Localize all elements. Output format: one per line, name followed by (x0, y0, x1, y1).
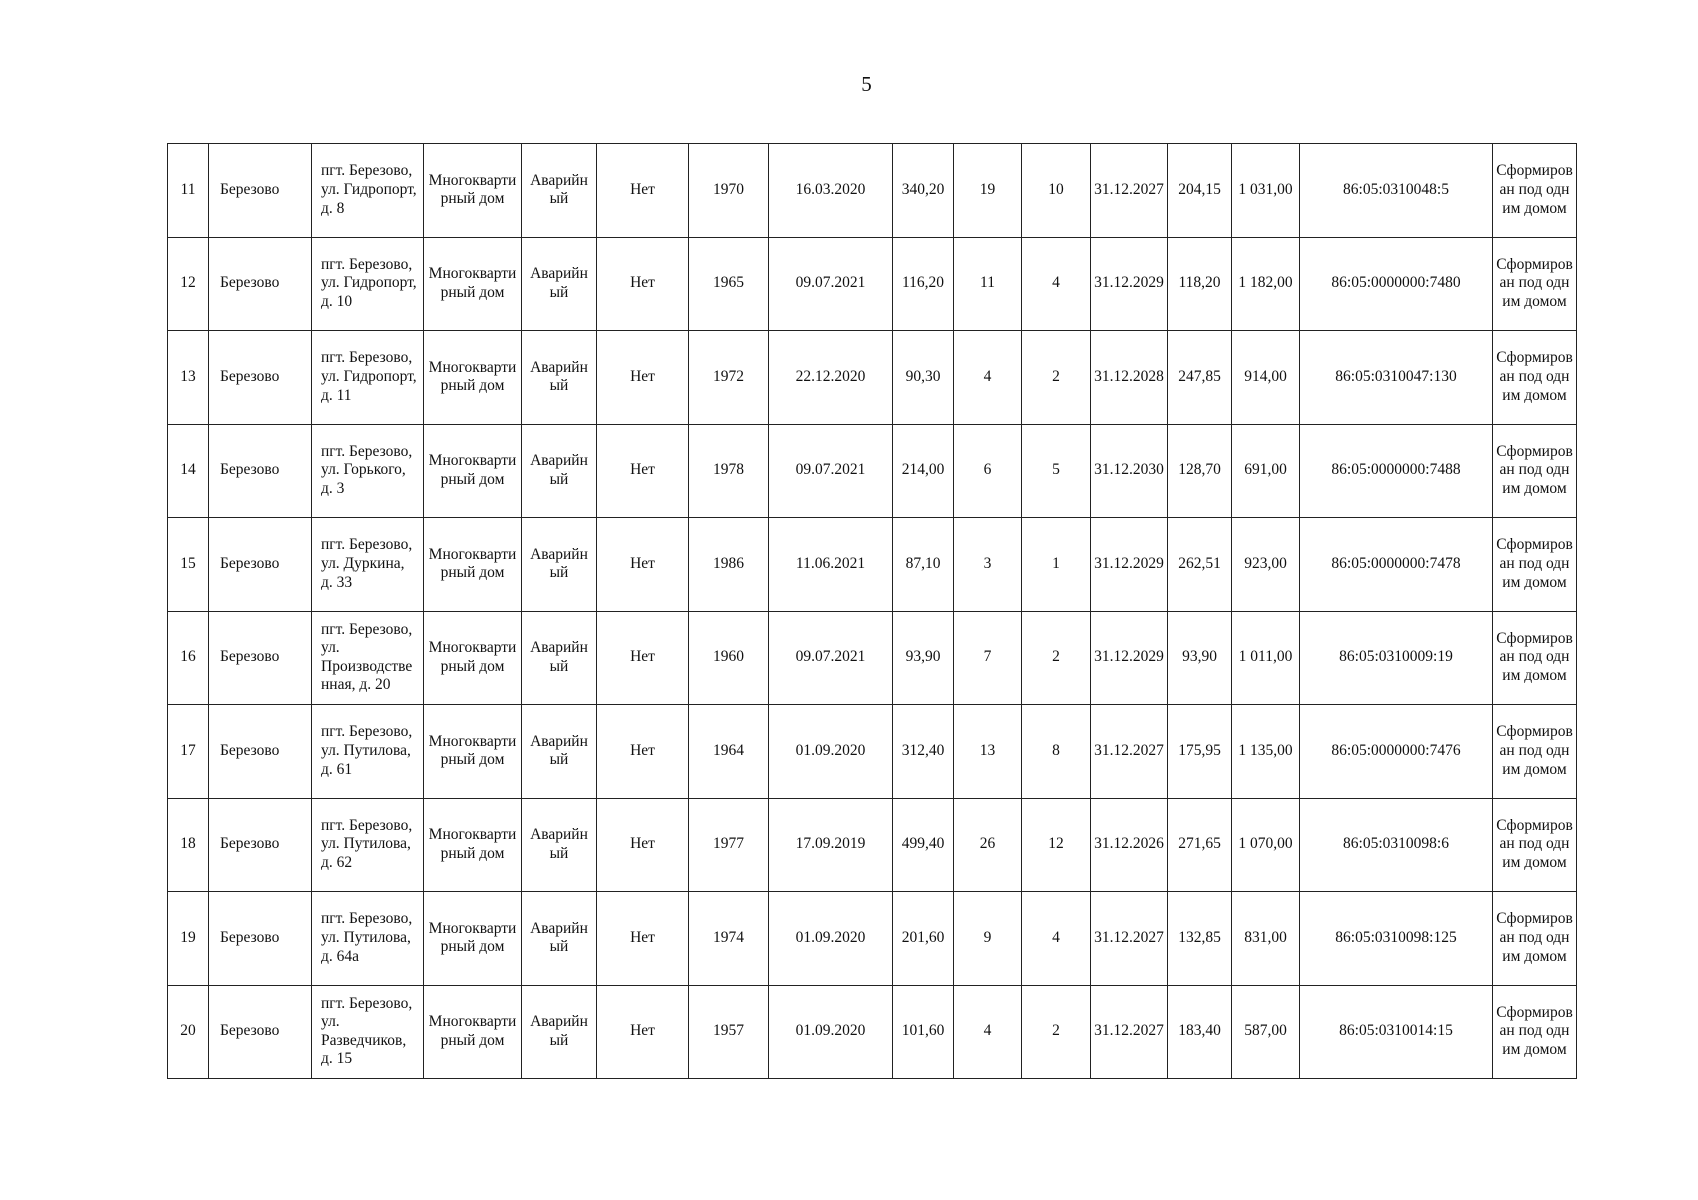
cell-settlement: Березово (209, 892, 312, 986)
cell-residents: 6 (954, 424, 1022, 518)
cell-address: пгт. Березово, ул. Гидропорт, д. 11 (312, 331, 424, 425)
cell-area: 101,60 (893, 985, 954, 1079)
cell-value-1: 132,85 (1168, 892, 1232, 986)
cell-house-type: Многоквартирный дом (424, 798, 522, 892)
cell-residents: 9 (954, 892, 1022, 986)
cell-value-2: 923,00 (1232, 518, 1300, 612)
cell-house-type: Многоквартирный дом (424, 518, 522, 612)
cell-address: пгт. Березово, ул. Разведчиков, д. 15 (312, 985, 424, 1079)
cell-address: пгт. Березово, ул. Дуркина, д. 33 (312, 518, 424, 612)
cell-house-type: Многоквартирный дом (424, 705, 522, 799)
cell-date: 09.07.2021 (769, 237, 893, 331)
cell-year: 1974 (689, 892, 769, 986)
cell-cadastral-number: 86:05:0310047:130 (1300, 331, 1493, 425)
cell-number: 15 (168, 518, 209, 612)
cell-year: 1986 (689, 518, 769, 612)
cell-condition: Аварийный (522, 705, 597, 799)
cell-year: 1964 (689, 705, 769, 799)
cell-premises: 2 (1022, 611, 1091, 705)
cell-number: 17 (168, 705, 209, 799)
cell-house-type: Многоквартирный дом (424, 144, 522, 238)
table-row (168, 518, 1577, 612)
cell-note: Сформирован под одним домом (1493, 892, 1577, 986)
table-row (168, 892, 1577, 986)
cell-condition: Аварийный (522, 611, 597, 705)
cell-deadline: 31.12.2026 (1091, 798, 1168, 892)
cell-note: Сформирован под одним домом (1493, 985, 1577, 1079)
cell-number: 20 (168, 985, 209, 1079)
page-number: 5 (861, 72, 872, 96)
cell-premises: 5 (1022, 424, 1091, 518)
cell-address: пгт. Березово, ул. Гидропорт, д. 10 (312, 237, 424, 331)
cell-area: 201,60 (893, 892, 954, 986)
cell-premises: 10 (1022, 144, 1091, 238)
cell-flag: Нет (597, 518, 689, 612)
cell-value-1: 262,51 (1168, 518, 1232, 612)
table-row (168, 705, 1577, 799)
cell-condition: Аварийный (522, 144, 597, 238)
cell-deadline: 31.12.2029 (1091, 237, 1168, 331)
cell-premises: 12 (1022, 798, 1091, 892)
cell-condition: Аварийный (522, 892, 597, 986)
cell-year: 1978 (689, 424, 769, 518)
cell-area: 340,20 (893, 144, 954, 238)
cell-deadline: 31.12.2027 (1091, 985, 1168, 1079)
cell-number: 12 (168, 237, 209, 331)
cell-number: 14 (168, 424, 209, 518)
cell-value-2: 691,00 (1232, 424, 1300, 518)
cell-cadastral-number: 86:05:0000000:7488 (1300, 424, 1493, 518)
cell-year: 1970 (689, 144, 769, 238)
cell-condition: Аварийный (522, 424, 597, 518)
cell-premises: 4 (1022, 892, 1091, 986)
cell-condition: Аварийный (522, 237, 597, 331)
cell-address: пгт. Березово, ул. Гидропорт, д. 8 (312, 144, 424, 238)
table-row (168, 798, 1577, 892)
cell-value-1: 93,90 (1168, 611, 1232, 705)
cell-address: пгт. Березово, ул. Горького, д. 3 (312, 424, 424, 518)
cell-house-type: Многоквартирный дом (424, 331, 522, 425)
cell-address: пгт. Березово, ул. Путилова, д. 64а (312, 892, 424, 986)
cell-date: 22.12.2020 (769, 331, 893, 425)
cell-cadastral-number: 86:05:0310009:19 (1300, 611, 1493, 705)
table-row (168, 985, 1577, 1079)
cell-value-1: 128,70 (1168, 424, 1232, 518)
cell-number: 16 (168, 611, 209, 705)
cell-condition: Аварийный (522, 331, 597, 425)
cell-condition: Аварийный (522, 985, 597, 1079)
cell-flag: Нет (597, 424, 689, 518)
cell-area: 499,40 (893, 798, 954, 892)
cell-residents: 13 (954, 705, 1022, 799)
cell-address: пгт. Березово, ул. Производственная, д. 20 (312, 611, 424, 705)
cell-value-2: 1 182,00 (1232, 237, 1300, 331)
cell-note: Сформирован под одним домом (1493, 424, 1577, 518)
table-row (168, 331, 1577, 425)
cell-value-2: 831,00 (1232, 892, 1300, 986)
cell-residents: 4 (954, 331, 1022, 425)
cell-area: 93,90 (893, 611, 954, 705)
cell-house-type: Многоквартирный дом (424, 424, 522, 518)
cell-value-2: 1 070,00 (1232, 798, 1300, 892)
cell-flag: Нет (597, 798, 689, 892)
cell-date: 01.09.2020 (769, 705, 893, 799)
cell-premises: 4 (1022, 237, 1091, 331)
cell-settlement: Березово (209, 331, 312, 425)
cell-residents: 26 (954, 798, 1022, 892)
cell-deadline: 31.12.2028 (1091, 331, 1168, 425)
cell-date: 09.07.2021 (769, 611, 893, 705)
cell-flag: Нет (597, 331, 689, 425)
cell-note: Сформирован под одним домом (1493, 144, 1577, 238)
cell-flag: Нет (597, 985, 689, 1079)
cell-residents: 3 (954, 518, 1022, 612)
cell-value-2: 914,00 (1232, 331, 1300, 425)
cell-date: 17.09.2019 (769, 798, 893, 892)
cell-cadastral-number: 86:05:0310098:6 (1300, 798, 1493, 892)
cell-residents: 7 (954, 611, 1022, 705)
cell-residents: 4 (954, 985, 1022, 1079)
cell-condition: Аварийный (522, 798, 597, 892)
cell-number: 11 (168, 144, 209, 238)
cell-house-type: Многоквартирный дом (424, 892, 522, 986)
cell-house-type: Многоквартирный дом (424, 985, 522, 1079)
cell-value-2: 1 031,00 (1232, 144, 1300, 238)
cell-value-1: 175,95 (1168, 705, 1232, 799)
cell-date: 09.07.2021 (769, 424, 893, 518)
cell-deadline: 31.12.2027 (1091, 892, 1168, 986)
cell-deadline: 31.12.2029 (1091, 518, 1168, 612)
cell-value-1: 247,85 (1168, 331, 1232, 425)
housing-registry-table (167, 143, 1577, 1079)
cell-area: 116,20 (893, 237, 954, 331)
cell-date: 11.06.2021 (769, 518, 893, 612)
cell-settlement: Березово (209, 985, 312, 1079)
cell-settlement: Березово (209, 144, 312, 238)
cell-area: 214,00 (893, 424, 954, 518)
cell-cadastral-number: 86:05:0310098:125 (1300, 892, 1493, 986)
cell-cadastral-number: 86:05:0310014:15 (1300, 985, 1493, 1079)
table-row (168, 237, 1577, 331)
cell-value-1: 271,65 (1168, 798, 1232, 892)
cell-flag: Нет (597, 144, 689, 238)
cell-area: 87,10 (893, 518, 954, 612)
table-row (168, 424, 1577, 518)
cell-settlement: Березово (209, 705, 312, 799)
cell-value-2: 587,00 (1232, 985, 1300, 1079)
cell-deadline: 31.12.2027 (1091, 705, 1168, 799)
cell-cadastral-number: 86:05:0000000:7480 (1300, 237, 1493, 331)
cell-settlement: Березово (209, 237, 312, 331)
cell-year: 1960 (689, 611, 769, 705)
cell-value-1: 118,20 (1168, 237, 1232, 331)
cell-premises: 2 (1022, 331, 1091, 425)
cell-note: Сформирован под одним домом (1493, 705, 1577, 799)
cell-premises: 2 (1022, 985, 1091, 1079)
cell-condition: Аварийный (522, 518, 597, 612)
cell-cadastral-number: 86:05:0000000:7478 (1300, 518, 1493, 612)
cell-area: 90,30 (893, 331, 954, 425)
cell-note: Сформирован под одним домом (1493, 611, 1577, 705)
cell-value-1: 204,15 (1168, 144, 1232, 238)
cell-flag: Нет (597, 892, 689, 986)
cell-deadline: 31.12.2029 (1091, 611, 1168, 705)
cell-settlement: Березово (209, 798, 312, 892)
cell-cadastral-number: 86:05:0310048:5 (1300, 144, 1493, 238)
cell-number: 19 (168, 892, 209, 986)
cell-number: 18 (168, 798, 209, 892)
table-row (168, 144, 1577, 238)
cell-year: 1965 (689, 237, 769, 331)
cell-date: 16.03.2020 (769, 144, 893, 238)
cell-flag: Нет (597, 611, 689, 705)
cell-value-1: 183,40 (1168, 985, 1232, 1079)
cell-area: 312,40 (893, 705, 954, 799)
cell-value-2: 1 135,00 (1232, 705, 1300, 799)
cell-address: пгт. Березово, ул. Путилова, д. 61 (312, 705, 424, 799)
table-row (168, 611, 1577, 705)
cell-settlement: Березово (209, 611, 312, 705)
cell-address: пгт. Березово, ул. Путилова, д. 62 (312, 798, 424, 892)
cell-note: Сформирован под одним домом (1493, 518, 1577, 612)
cell-date: 01.09.2020 (769, 985, 893, 1079)
cell-note: Сформирован под одним домом (1493, 237, 1577, 331)
cell-value-2: 1 011,00 (1232, 611, 1300, 705)
cell-settlement: Березово (209, 424, 312, 518)
cell-residents: 19 (954, 144, 1022, 238)
cell-settlement: Березово (209, 518, 312, 612)
cell-year: 1957 (689, 985, 769, 1079)
cell-house-type: Многоквартирный дом (424, 237, 522, 331)
cell-flag: Нет (597, 237, 689, 331)
cell-year: 1972 (689, 331, 769, 425)
table-body (168, 144, 1577, 1079)
cell-year: 1977 (689, 798, 769, 892)
cell-note: Сформирован под одним домом (1493, 798, 1577, 892)
cell-deadline: 31.12.2030 (1091, 424, 1168, 518)
cell-flag: Нет (597, 705, 689, 799)
cell-house-type: Многоквартирный дом (424, 611, 522, 705)
cell-premises: 1 (1022, 518, 1091, 612)
cell-residents: 11 (954, 237, 1022, 331)
cell-date: 01.09.2020 (769, 892, 893, 986)
cell-deadline: 31.12.2027 (1091, 144, 1168, 238)
cell-number: 13 (168, 331, 209, 425)
cell-note: Сформирован под одним домом (1493, 331, 1577, 425)
cell-premises: 8 (1022, 705, 1091, 799)
cell-cadastral-number: 86:05:0000000:7476 (1300, 705, 1493, 799)
